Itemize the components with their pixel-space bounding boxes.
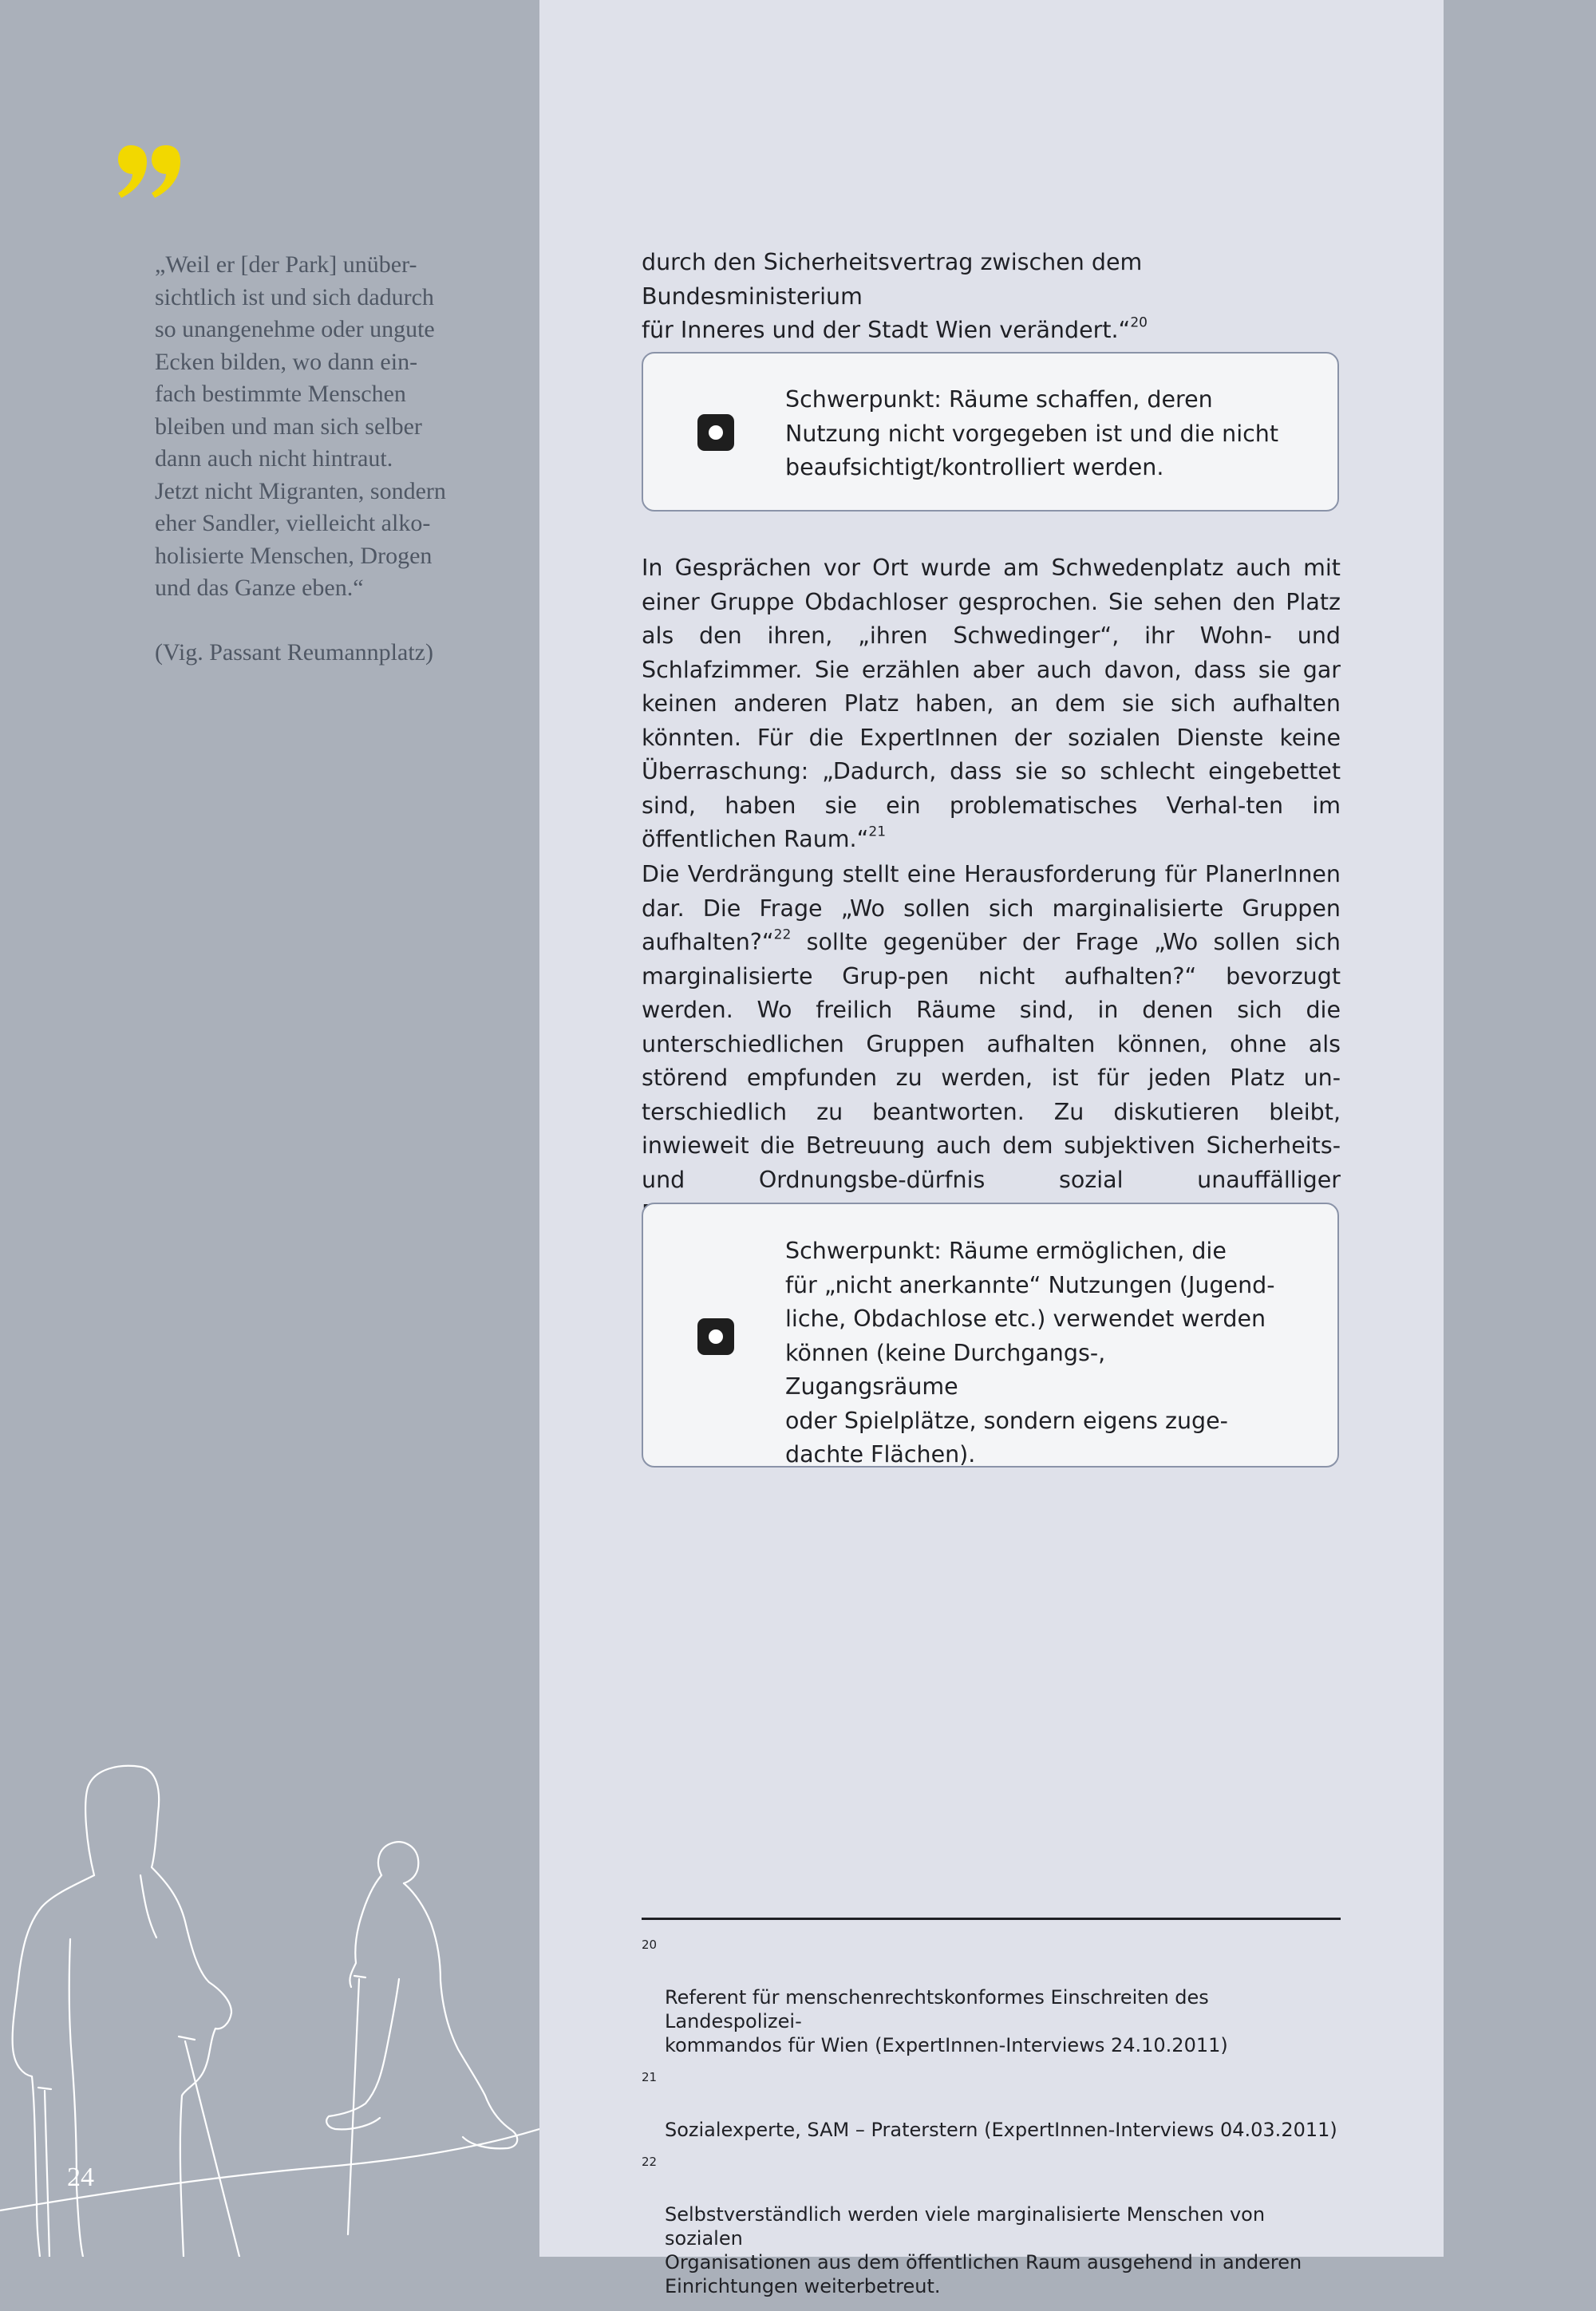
body-paragraph-1 <box>642 551 1341 857</box>
footnote-21 <box>642 2070 1341 2142</box>
footnote-ref-22: 22 <box>773 926 792 943</box>
paragraph-1 <box>642 551 1341 857</box>
footnote-20 <box>642 1938 1341 2057</box>
paragraph-2-text-b: sollte gegenüber der Frage „Wo sollen sich marginalisierte Grup-pen nicht aufhalten?“ bevorzugt werden. Wo freilich Räume sind, in denen sich die unterschiedlichen Gruppen aufhalten können, ohne als störend empfunden zu werden, ist für jeden Platz un-terschiedlich zu beantworten. Zu diskutieren bleibt, inwieweit die Betreuung auch dem subjektiven Sicherheits- und Ordnungsbe-dürfnis sozial unauffälliger <box>642 929 1341 1193</box>
page-number: 24 <box>67 2163 94 2192</box>
paragraph-2-text-a: Die Verdrängung stellt eine Herausforderung für PlanerInnen dar. Die Frage „Wo sollen sich marginalisierte Gruppen aufhalten?“ <box>642 861 1341 955</box>
paragraph-1-text: In Gesprächen vor Ort wurde am Schwedenplatz auch mit einer Gruppe Obdachloser gesprochen. Sie sehen den Platz als den ihren, „ihren Schwedinger“, ihr Wohn- und Schlafzimmer. Sie erzählen aber auch davon, dass sie gar keinen anderen Platz haben, an dem sie sich aufhalten könnten. Für die ExpertInnen der sozialen Dienste keine Überraschung: „Dadurch, dass sie so schlecht eingebettet sind, haben sie ein problematisches Verhal-ten im öffentlichen Raum.“ <box>642 555 1341 852</box>
quote-source: (Vig. Passant Reumannplatz) <box>155 638 433 666</box>
footnote-divider <box>642 1918 1341 1920</box>
footnote-number: 20 <box>642 1938 658 1952</box>
focus-box-2 <box>642 1203 1339 1468</box>
main-text <box>642 246 1341 348</box>
sidebar <box>0 0 539 2257</box>
right-margin <box>1444 0 1596 2257</box>
footnote-ref-20: 20 <box>1130 314 1148 331</box>
footnote-number: 22 <box>642 2155 658 2169</box>
paragraph-2 <box>642 858 1341 1231</box>
body-paragraph-2 <box>642 858 1341 1231</box>
focus-text-2: Schwerpunkt: Räume ermöglichen, die für „nicht anerkannte“ Nutzungen (Jugend- liche, Obdachlose etc.) verwendet werden können (keine Durchgangs-, Zugangsräume oder Spielplätze, sondern eigens zuge- dachte Flächen). <box>785 1238 1275 1468</box>
footnote-text: Sozialexperte, SAM – Praterstern (ExpertInnen-Interviews 04.03.2011) <box>665 2119 1337 2141</box>
focus-box-1 <box>642 352 1339 512</box>
footnote-number: 21 <box>642 2070 658 2084</box>
focus-text-1: Schwerpunkt: Räume schaffen, deren Nutzung nicht vorgegeben ist und die nicht beaufsichtigt/kontrolliert werden. <box>785 386 1279 480</box>
footnote-text: Selbstverständlich werden viele marginalisierte Menschen von sozialen Organisationen aus dem öffentlichen Raum ausgehend in anderen Einrichtungen weiterbetreut. <box>665 2203 1302 2297</box>
quotation-mark-icon <box>117 144 182 223</box>
footnote-ref-21: 21 <box>868 824 887 840</box>
focus-bullet-icon <box>697 1318 734 1355</box>
footnote-text: Referent für menschenrechtskonformes Einschreiten des Landespolizei- kommandos für Wien (ExpertInnen-Interviews 24.10.2011) <box>665 1986 1228 2056</box>
intro-paragraph <box>642 246 1341 348</box>
footnotes <box>642 1938 1341 2311</box>
intro-text: durch den Sicherheitsvertrag zwischen dem Bundesministerium für Inneres und der Stadt Wien verändert.“ <box>642 249 1143 343</box>
footnote-22 <box>642 2155 1341 2298</box>
quote-text: „Weil er [der Park] unüber- sichtlich ist und sich dadurch so unangenehme oder ungute Ecken bilden, wo dann ein- fach bestimmte Menschen bleiben und man sich selber dann auch nicht hintraut. Jetzt nicht Migranten, sondern eher Sandler, vielleicht alko- holisierte Menschen, Drogen und das Ganze eben.“ <box>155 251 446 601</box>
focus-bullet-icon <box>697 414 734 451</box>
pull-quote <box>155 249 466 669</box>
